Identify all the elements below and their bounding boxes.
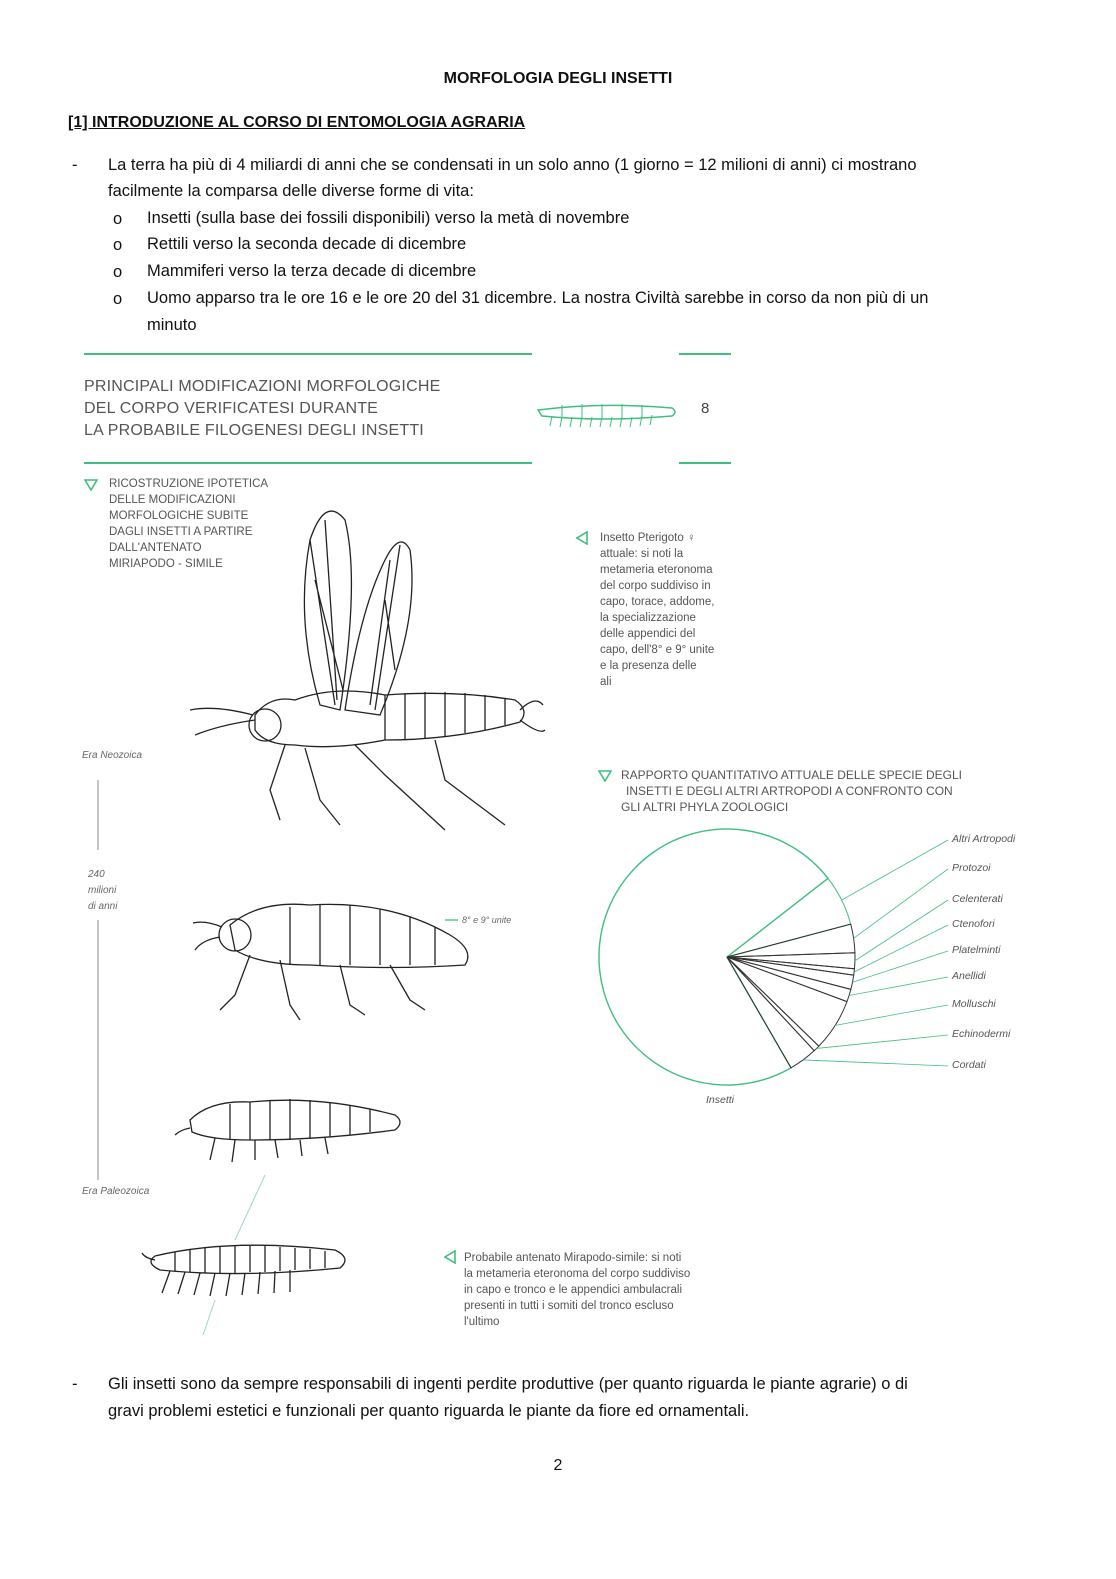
bullet-marker: o: [113, 210, 123, 228]
pie-label-anellidi: Anellidi: [952, 970, 986, 982]
pie-leader-line: [849, 977, 948, 996]
pie-leader-line: [855, 900, 948, 961]
bullet-item: Mammiferi verso la terza decade di dicembre: [147, 262, 477, 280]
wingless-insect-illustration: [190, 895, 480, 1025]
dash-marker: -: [72, 1375, 78, 1393]
pie-leader-line: [803, 1060, 948, 1066]
pie-label-platelminti: Platelminti: [952, 944, 1001, 956]
page-number: 2: [553, 1457, 563, 1474]
pie-chart-title: RAPPORTO QUANTITATIVO ATTUALE DELLE SPECIE DEGLI INSETTI E DEGLI ALTRI ARTROPODI A CONFRONTO CON GLI ALTRI PHYLA ZOOLOGICI: [621, 768, 962, 814]
bullet-marker: o: [113, 263, 123, 281]
pie-leader-line: [842, 840, 948, 900]
bullet-item: Rettili verso la seconda decade di dicembre: [147, 235, 467, 253]
intro-line-1: La terra ha più di 4 miliardi di anni che se condensati in un solo anno (1 giorno = 12 milioni di anni) ci mostrano: [108, 156, 917, 174]
dash-marker: -: [72, 156, 78, 174]
pie-leader-line: [854, 925, 948, 972]
bullet-item: Insetti (sulla base dei fossili disponibili) verso la metà di novembre: [147, 209, 630, 227]
myriapod-header-illustration: [532, 396, 682, 432]
pie-label-celenterati: Celenterati: [952, 893, 1003, 905]
pie-leader-line: [835, 1005, 948, 1025]
closing-line-1: Gli insetti sono da sempre responsabili di ingenti perdite produttive (per quanto riguarda le piante agrarie) o di: [108, 1375, 908, 1393]
triangle-marker-icon: [84, 479, 98, 491]
pterygote-caption: Insetto Pterigoto ♀ attuale: si noti la metameria eteronoma del corpo suddiviso in capo, torace, addome, la specializzazione delle appendici del capo, dell'8° e 9° unite e la presenza delle ali: [600, 532, 715, 688]
pie-label-echinodermi: Echinodermi: [952, 1028, 1011, 1040]
bullet-marker: o: [113, 236, 123, 254]
time-label: 240 milioni di anni: [88, 869, 118, 912]
pie-leader-line: [852, 951, 948, 982]
triangle-left-marker-icon: [576, 531, 588, 545]
bullet-marker: o: [113, 290, 123, 308]
intro-line-2: facilmente la comparsa delle diverse forme di vita:: [108, 182, 474, 200]
pie-leader-line: [854, 869, 948, 938]
timeline-axis: [90, 760, 110, 1340]
pie-slice-insetti: [599, 829, 828, 1085]
section-heading: [1] INTRODUZIONE AL CORSO DI ENTOMOLOGIA AGRARIA: [68, 114, 526, 131]
bullet-item-continued: minuto: [147, 316, 197, 334]
triangle-left-marker-icon: [444, 1250, 456, 1264]
closing-line-2: gravi problemi estetici e funzionali per quanto riguarda le piante da fiore ed ornamentali.: [108, 1402, 750, 1420]
larval-insect-illustration: [170, 1090, 410, 1170]
pie-leader-line: [817, 1035, 948, 1048]
pie-label-ctenofori: Ctenofori: [952, 918, 995, 930]
pie-slice-protozoi: [727, 924, 855, 957]
pie-label-altri-artropodi: Altri Artropodi: [952, 833, 1016, 845]
bullet-item: Uomo apparso tra le ore 16 e le ore 20 del 31 dicembre. La nostra Civiltà sarebbe in corso da non più di un: [147, 289, 929, 307]
pie-slice-molluschi: [727, 957, 847, 1046]
triangle-marker-icon: [598, 770, 612, 782]
reconstruction-caption: RICOSTRUZIONE IPOTETICA DELLE MODIFICAZIONI MORFOLOGICHE SUBITE DAGLI INSETTI A PARTIRE DALL'ANTENATO MIRIAPODO - SIMILE: [109, 478, 269, 570]
ancestor-caption: Probabile antenato Mirapodo-simile: si noti la metameria eteronoma del corpo suddiviso in capo e tronco e le appendici ambulacrali presenti in tutti i somiti del tronco escluso l'ultimo: [464, 1252, 691, 1328]
era-paleozoica-label: Era Paleozoica: [82, 1186, 150, 1197]
winged-insect-illustration: [185, 500, 555, 845]
era-neozoica-label: Era Neozoica: [82, 750, 143, 761]
figure-title: PRINCIPALI MODIFICAZIONI MORFOLOGICHE DEL CORPO VERIFICATESI DURANTE LA PROBABILE FILOGENESI DEGLI INSETTI: [84, 378, 441, 439]
figure-number: 8: [701, 400, 710, 417]
pie-label-insetti: Insetti: [706, 1094, 735, 1106]
pie-label-protozoi: Protozoi: [952, 862, 991, 874]
document-title: MORFOLOGIA DEGLI INSETTI: [443, 70, 673, 87]
pie-label-molluschi: Molluschi: [952, 998, 996, 1010]
pie-label-cordati: Cordati: [952, 1059, 986, 1071]
pie-slice-altri-artropodi: [727, 878, 851, 957]
segments-label: 8° e 9° unite: [462, 915, 512, 925]
stage-connector-lines: [195, 1170, 275, 1340]
